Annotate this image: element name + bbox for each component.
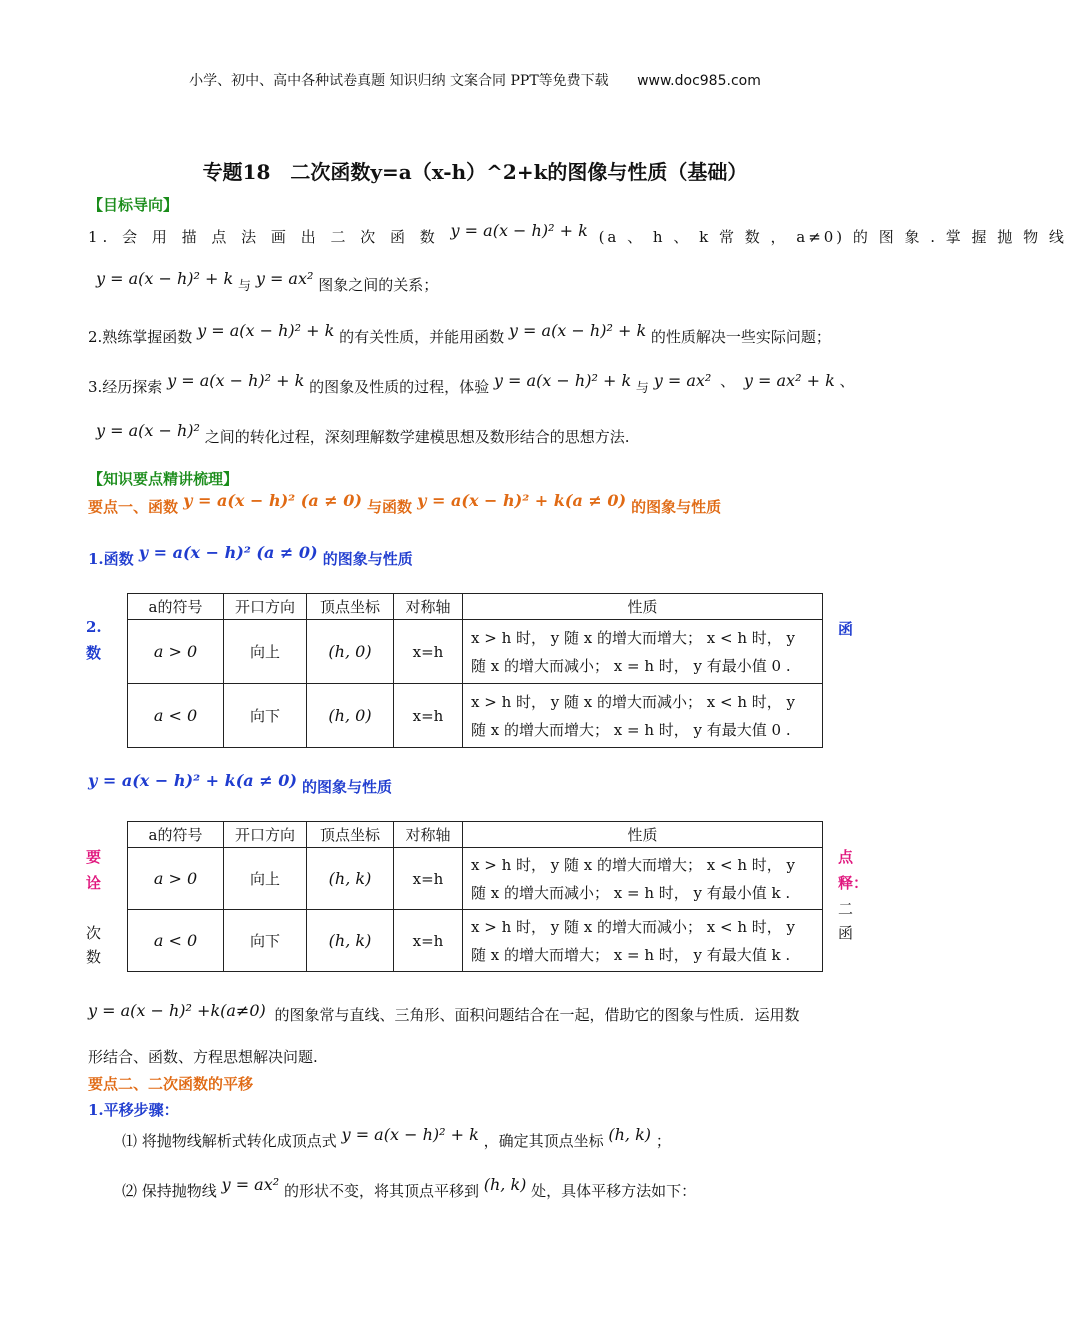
point-1-prefix: 要点一、函数 bbox=[88, 498, 179, 516]
table-1-side-left-1: 2. bbox=[86, 618, 102, 636]
step-1-mid: ，确定其顶点坐标 bbox=[483, 1132, 604, 1150]
note-formula: y = a(x − h)² +k(a≠0) bbox=[88, 1001, 266, 1020]
header-cell: 性质 bbox=[463, 594, 823, 620]
goal-2-line bbox=[88, 320, 831, 346]
step-2-mid: 的形状不变，将其顶点平移到 bbox=[283, 1182, 479, 1200]
sign-cell: a > 0 bbox=[128, 848, 224, 910]
step-1-end: ； bbox=[655, 1132, 671, 1150]
axis-cell: x=h bbox=[394, 910, 463, 972]
header-cell: 开口方向 bbox=[224, 822, 307, 848]
goal-3-formula-2: y = a(x − h)² + k bbox=[493, 371, 632, 390]
goal-3-formula-4: y = ax² + k bbox=[743, 371, 835, 390]
step-2-suffix: 处，具体平移方法如下： bbox=[531, 1182, 697, 1200]
goal-2-prefix: 2.熟练掌握函数 bbox=[88, 328, 193, 346]
table-header-row bbox=[128, 594, 823, 620]
step-2-vertex: (h, k) bbox=[483, 1175, 527, 1194]
table-row bbox=[128, 910, 823, 972]
step-2-formula: y = ax² bbox=[221, 1175, 280, 1194]
header-site-link[interactable]: www.doc985.com bbox=[637, 73, 761, 89]
goal-3-formula-3: y = ax² bbox=[653, 371, 712, 390]
point-1-formula-2: y = a(x − h)² + k(a ≠ 0) bbox=[417, 491, 627, 510]
header-cell: a的符号 bbox=[128, 822, 224, 848]
axis-cell: x=h bbox=[394, 620, 463, 684]
vertex-cell: (h, 0) bbox=[307, 684, 394, 748]
direction-cell: 向上 bbox=[224, 620, 307, 684]
goal-3-sep: 、 bbox=[720, 372, 736, 390]
goal-1-formula: y = a(x − h)² + k bbox=[450, 221, 588, 240]
header-cell: 顶点坐标 bbox=[307, 822, 394, 848]
page-title: 专题18 二次函数y=a（x-h）^2+k的图像与性质（基础） bbox=[202, 160, 748, 184]
direction-cell: 向下 bbox=[224, 684, 307, 748]
property-line-2: 随 x 的增大而增大； x = h 时， y 有最大值 k . bbox=[471, 945, 791, 964]
property-cell bbox=[463, 684, 823, 748]
goal-2-suffix: 的性质解决一些实际问题； bbox=[650, 328, 831, 346]
table-2-side-right-3: 二 bbox=[838, 900, 854, 918]
point-1-mid: 与函数 bbox=[367, 498, 413, 516]
goal-3-prefix: 3.经历探索 bbox=[88, 378, 163, 396]
step-1-prefix: ⑴ 将抛物线解析式转化成顶点式 bbox=[122, 1132, 337, 1150]
table-row bbox=[128, 684, 823, 748]
table-2-side-left-1: 要 bbox=[86, 848, 102, 866]
property-line-1: x > h 时， y 随 x 的增大而增大； x < h 时， y bbox=[471, 628, 796, 647]
point-1-formula-1: y = a(x − h)² (a ≠ 0) bbox=[183, 491, 362, 510]
property-line-1: x > h 时， y 随 x 的增大而增大； x < h 时， y bbox=[471, 855, 796, 874]
goal-1-mid: (a 、 h 、 k 常 数 ， a≠0) 的 图 象 . 掌 握 抛 物 线 bbox=[598, 228, 1067, 246]
sub-1-prefix: 1.函数 bbox=[88, 550, 134, 568]
goal-3-mid: 的图象及性质的过程，体验 bbox=[309, 378, 490, 396]
property-cell bbox=[463, 910, 823, 972]
step-1-formula: y = a(x − h)² + k bbox=[341, 1125, 479, 1144]
goal-3-formula-1: y = a(x − h)² + k bbox=[167, 371, 305, 390]
header-cell: 对称轴 bbox=[394, 594, 463, 620]
property-line-2: 随 x 的增大而增大； x = h 时， y 有最大值 0 . bbox=[471, 720, 791, 739]
property-line-2: 随 x 的增大而减小； x = h 时， y 有最小值 0 . bbox=[471, 656, 791, 675]
header-cell: 性质 bbox=[463, 822, 823, 848]
vertex-cell: (h, k) bbox=[307, 848, 394, 910]
sign-cell: a < 0 bbox=[128, 684, 224, 748]
goal-3-with: 与 bbox=[635, 381, 649, 396]
header-cell: a的符号 bbox=[128, 594, 224, 620]
property-table-1 bbox=[127, 593, 823, 748]
goal-3-line bbox=[88, 370, 855, 396]
goal-2-mid: 的有关性质，并能用函数 bbox=[339, 328, 505, 346]
goal-1b-formula-2: y = ax² bbox=[255, 269, 314, 288]
sign-cell: a > 0 bbox=[128, 620, 224, 684]
table-2-side-left-4: 数 bbox=[86, 948, 102, 966]
sub-2-heading bbox=[88, 770, 393, 796]
table-2-side-right-2: 释： bbox=[838, 874, 869, 892]
goal-1b-line bbox=[96, 268, 439, 294]
goal-1b-suffix: 图象之间的关系； bbox=[318, 276, 439, 294]
direction-cell: 向下 bbox=[224, 910, 307, 972]
goal-2-formula-2: y = a(x − h)² + k bbox=[508, 321, 647, 340]
point-2-heading: 要点二、二次函数的平移 bbox=[88, 1075, 254, 1093]
step-1-line bbox=[122, 1124, 671, 1150]
note-line-2: 形结合、函数、方程思想解决问题. bbox=[88, 1048, 318, 1066]
table-1-side-left-2: 数 bbox=[86, 644, 102, 662]
table-row bbox=[128, 848, 823, 910]
sub-2-formula: y = a(x − h)² + k(a ≠ 0) bbox=[88, 771, 297, 790]
note-text-1: 的图象常与直线、三角形、面积问题结合在一起，借助它的图象与性质．运用数 bbox=[274, 1006, 800, 1024]
goal-1-line bbox=[88, 221, 1067, 247]
header-cell: 顶点坐标 bbox=[307, 594, 394, 620]
sub-1-suffix: 的图象与性质 bbox=[322, 550, 413, 568]
point-2-sub: 1.平移步骤： bbox=[88, 1101, 179, 1119]
table-2-side-right-4: 函 bbox=[838, 924, 854, 942]
table-2-side-left-3: 次 bbox=[86, 924, 102, 942]
property-line-1: x > h 时， y 随 x 的增大而减小； x < h 时， y bbox=[471, 692, 796, 711]
property-table-2 bbox=[127, 821, 823, 972]
goal-3b-suffix: 之间的转化过程，深刻理解数学建模思想及数形结合的思想方法. bbox=[204, 428, 630, 446]
goal-1b-formula-1: y = a(x − h)² + k bbox=[96, 269, 234, 288]
step-2-prefix: ⑵ 保持抛物线 bbox=[122, 1182, 217, 1200]
direction-cell: 向上 bbox=[224, 848, 307, 910]
table-2-side-right-1: 点 bbox=[838, 848, 854, 866]
step-1-vertex: (h, k) bbox=[608, 1125, 652, 1144]
goal-3b-line bbox=[96, 420, 630, 446]
header-cell: 开口方向 bbox=[224, 594, 307, 620]
sub-2-suffix: 的图象与性质 bbox=[302, 778, 393, 796]
property-cell bbox=[463, 848, 823, 910]
sub-1-heading bbox=[88, 542, 413, 568]
property-cell bbox=[463, 620, 823, 684]
step-2-line bbox=[122, 1174, 697, 1200]
axis-cell: x=h bbox=[394, 848, 463, 910]
goal-3-end: 、 bbox=[839, 372, 855, 390]
sign-cell: a < 0 bbox=[128, 910, 224, 972]
table-1-side-right: 函 bbox=[838, 620, 854, 638]
table-row bbox=[128, 620, 823, 684]
header-text: 小学、初中、高中各种试卷真题 知识归纳 文案合同 PPT等免费下载 bbox=[189, 73, 609, 89]
goal-heading: 【目标导向】 bbox=[88, 196, 179, 214]
header-cell: 对称轴 bbox=[394, 822, 463, 848]
vertex-cell: (h, k) bbox=[307, 910, 394, 972]
goal-2-formula-1: y = a(x − h)² + k bbox=[197, 321, 335, 340]
goal-3b-formula: y = a(x − h)² bbox=[96, 421, 200, 440]
axis-cell: x=h bbox=[394, 684, 463, 748]
table-header-row bbox=[128, 822, 823, 848]
sub-1-formula: y = a(x − h)² (a ≠ 0) bbox=[138, 543, 318, 562]
table-2-side-left-2: 诠 bbox=[86, 874, 102, 892]
property-line-2: 随 x 的增大而减小； x = h 时， y 有最小值 k . bbox=[471, 883, 791, 902]
goal-1-prefix: 1. 会 用 描 点 法 画 出 二 次 函 数 bbox=[88, 228, 440, 246]
page-header bbox=[0, 70, 950, 90]
point-1-heading bbox=[88, 490, 722, 516]
point-1-suffix: 的图象与性质 bbox=[631, 498, 722, 516]
vertex-cell: (h, 0) bbox=[307, 620, 394, 684]
goal-1b-with: 与 bbox=[238, 279, 252, 294]
note-line-1 bbox=[88, 1000, 800, 1024]
knowledge-heading: 【知识要点精讲梳理】 bbox=[88, 470, 239, 488]
property-line-1: x > h 时， y 随 x 的增大而减小； x < h 时， y bbox=[471, 917, 796, 936]
